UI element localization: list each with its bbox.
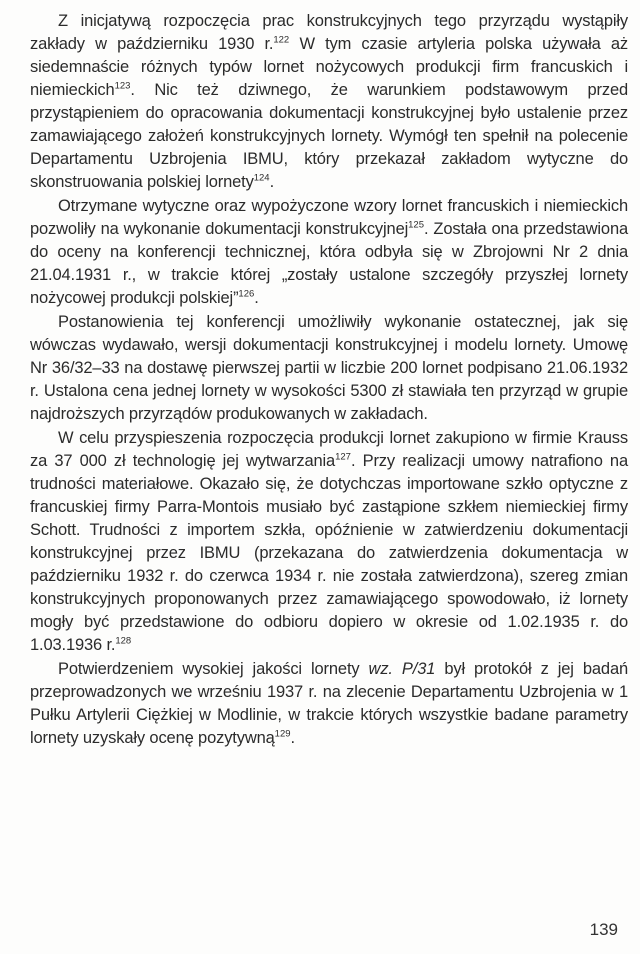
footnote-marker: 123	[114, 80, 131, 92]
text-run: Potwierdzeniem wysokiej jakości lornety	[58, 660, 369, 678]
text-run: .	[290, 729, 295, 747]
footnote-marker: 125	[408, 219, 424, 231]
footnote-marker: 122	[273, 34, 290, 46]
text-run: W tym czasie artyleria polska używała aż siedemnaście różnych typów lornet nożycowych produkcji firm francuskich i niemieckich	[30, 35, 628, 99]
text-run: Z inicjatywą rozpoczęcia prac konstrukcyjnych tego przyrządu wystąpiły zakłady w październiku 1930 r.	[30, 12, 628, 53]
paragraph	[30, 658, 628, 750]
footnote-marker: 126	[238, 288, 255, 300]
footnote-marker: 124	[253, 172, 270, 184]
text-run: . Nic też dziwnego, że warunkiem podstawowym przed przystąpieniem do opracowania dokumentacji konstrukcyjnej było ustalenie przez zamawiającego założeń konstrukcyjnych lornety. Wymógł ten spełnił na polecenie Departamentu Uzbrojenia IBMU, który przekazał zakładom wytyczne do skonstruowania polskiej lornety	[30, 81, 628, 191]
text-run: .	[254, 289, 259, 307]
page-number: 139	[589, 920, 618, 939]
footnote-marker: 127	[335, 451, 351, 463]
text-run: . Została ona przedstawiona do oceny na konferencji technicznej, która odbyła się w Zbrojowni Nr 2 dnia 21.04.1931 r., w trakcie której „zostały ustalone szczegóły przyszłej lornety nożycowej produkcji polskiej”	[30, 220, 628, 307]
paragraph	[30, 195, 628, 310]
paragraph	[30, 10, 628, 194]
text-run: Otrzymane wytyczne oraz wypożyczone wzory lornet francuskich i niemieckich pozwoliły na wykonanie dokumentacji konstrukcyjnej	[30, 197, 628, 238]
text-run: . Przy realizacji umowy natrafiono na trudności materiałowe. Okazało się, że dotychczas importowane szkło optyczne z francuskiej firmy Parra-Montois musiało być zastąpione szkłem niemieckiej firmy Schott. Trudności z importem szkła, opóźnienie w zatwierdzeniu dokumentacji konstrukcyjnej przez IBMU (przekazana do zatwierdzenia dokumentacja w październiku 1932 r. do czerwca 1934 r. nie została zatwierdzona), szereg zmian konstrukcyjnych proponowanych przez zamawiającego spowodowało, iż lornety mogły być przedstawione do odbioru dopiero w okresie od 1.02.1935 r. do 1.03.1936 r.	[30, 452, 628, 654]
italic-text: wz. P/31	[368, 660, 436, 678]
footnote-marker: 129	[274, 728, 291, 740]
paragraph	[30, 427, 628, 657]
body-text	[30, 10, 628, 750]
text-run: Postanowienia tej konferencji umożliwiły wykonanie ostatecznej, jak się wówczas wydawało, wersji dokumentacji konstrukcyjnej i modelu lornety. Umowę Nr 36/32–33 na dostawę pierwszej partii w liczbie 200 lornet podpisano 21.06.1932 r. Ustalona cena jednej lornety w wysokości 5300 zł stawiała ten przyrząd w grupie najdroższych przyrządów produkowanych w zakładach.	[30, 313, 628, 423]
paragraph	[30, 311, 628, 426]
footnote-marker: 128	[115, 635, 132, 647]
text-run: W celu przyspieszenia rozpoczęcia produkcji lornet zakupiono w firmie Krauss za 37 000 zł technologię jej wytwarzania	[30, 429, 628, 470]
text-run: był protokół z jej badań przeprowadzonych we wrześniu 1937 r. na zlecenie Departamentu Uzbrojenia w 1 Pułku Artylerii Ciężkiej w Modlinie, w trakcie których wszystkie badane parametry lornety uzyskały ocenę pozytywną	[30, 660, 629, 747]
text-run: .	[269, 173, 275, 191]
